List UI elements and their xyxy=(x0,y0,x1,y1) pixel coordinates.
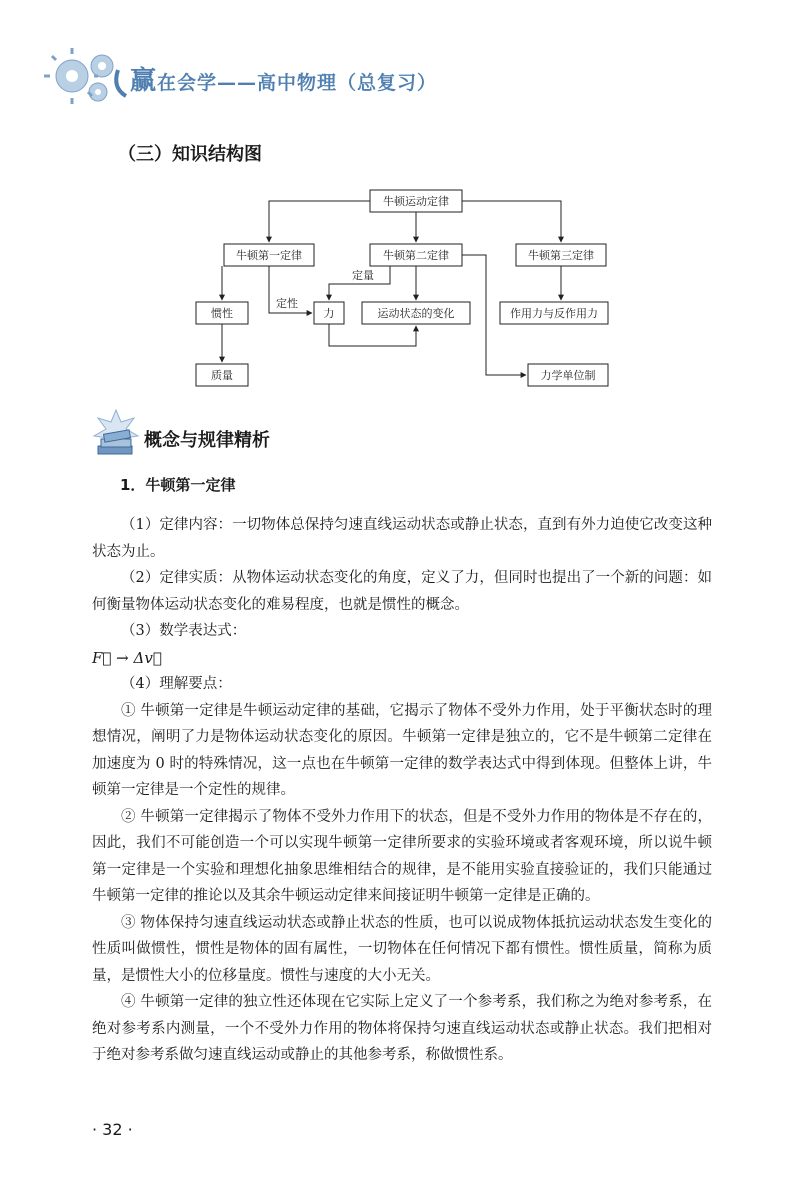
knowledge-structure-diagram xyxy=(180,180,620,395)
diagram-law2-label: 牛顿第二定律 xyxy=(383,249,449,262)
diagram-law1-label: 牛顿第一定律 xyxy=(236,249,302,262)
concept-header xyxy=(92,408,392,468)
page-header xyxy=(40,40,460,110)
diagram-motion-change-label: 运动状态的变化 xyxy=(377,307,455,320)
diagram-mass-label: 质量 xyxy=(211,369,233,382)
header-title xyxy=(130,60,437,97)
diagram-inertia-label: 惯性 xyxy=(211,307,233,320)
concept-title: 概念与规律精析 xyxy=(144,430,270,451)
diagram-law3-label: 牛顿第三定律 xyxy=(528,249,594,262)
paragraph: ② 牛顿第一定律揭示了物体不受外力作用下的状态，但是不受外力作用的物体是不存在的，因此，我们不可能创造一个可以实现牛顿第一定律所要求的实验环境或者客观环境，所以说牛顿第一定律是一个实验和理想化抽象思维相结合的规律，是不能用实验直接验证的，我们只能通过牛顿第一定律的推论以及其余牛顿运动定律来间接证明牛顿第一定律是正确的。 xyxy=(92,808,712,904)
formula: F⃗ → Δv⃗ xyxy=(92,648,162,667)
body-text xyxy=(92,512,712,1069)
header-title-big: 赢 xyxy=(130,66,158,96)
section-title: （三）知识结构图 xyxy=(118,144,262,165)
header-title-rest: 在会学——高中物理（总复习） xyxy=(157,72,438,94)
diagram-root-label: 牛顿运动定律 xyxy=(383,195,449,208)
paragraph: （1）定律内容：一切物体总保持匀速直线运动状态或静止状态，直到有外力迫使它改变这种状态为止。 xyxy=(92,517,712,560)
paragraph: ① 牛顿第一定律是牛顿运动定律的基础，它揭示了物体不受外力作用，处于平衡状态时的理想情况，阐明了力是物体运动状态变化的原因。牛顿第一定律是独立的，它不是牛顿第二定律在加速度为 0 时的特殊情况，这一点也在牛顿第一定律的数学表达式中得到体现。但整体上讲，牛顿第一定律是一个定性的规律。 xyxy=(92,702,712,798)
paragraph: ③ 物体保持匀速直线运动状态或静止状态的性质，也可以说成物体抵抗运动状态发生变化的性质叫做惯性，惯性是物体的固有属性，一切物体在任何情况下都有惯性。惯性质量，简称为质量，是惯性大小的位移量度。惯性与速度的大小无关。 xyxy=(92,914,712,984)
paragraph: （4）理解要点： xyxy=(121,676,232,692)
book-stack-icon xyxy=(92,408,142,460)
diagram-units-label: 力学单位制 xyxy=(540,369,596,382)
paragraph: ④ 牛顿第一定律的独立性还体现在它实际上定义了一个参考系，我们称之为绝对参考系，在绝对参考系内测量，一个不受外力作用的物体将保持匀速直线运动状态或静止状态。我们把相对于绝对参考系做匀速直线运动或静止的其他参考系，称做惯性系。 xyxy=(92,994,712,1063)
paragraph: （3）数学表达式： xyxy=(121,623,247,639)
subsection-title: 1．牛顿第一定律 xyxy=(120,476,236,494)
diagram-force-label: 力 xyxy=(323,307,335,320)
diagram-qualitative-label: 定性 xyxy=(276,297,298,310)
diagram-action-reaction-label: 作用力与反作用力 xyxy=(510,307,598,320)
paragraph: （2）定律实质：从物体运动状态变化的角度，定义了力，但同时也提出了一个新的问题：如何衡量物体运动状态变化的难易程度，也就是惯性的概念。 xyxy=(92,570,712,613)
diagram-quantitative-label: 定量 xyxy=(352,269,374,282)
page-number: · 32 · xyxy=(92,1120,133,1139)
